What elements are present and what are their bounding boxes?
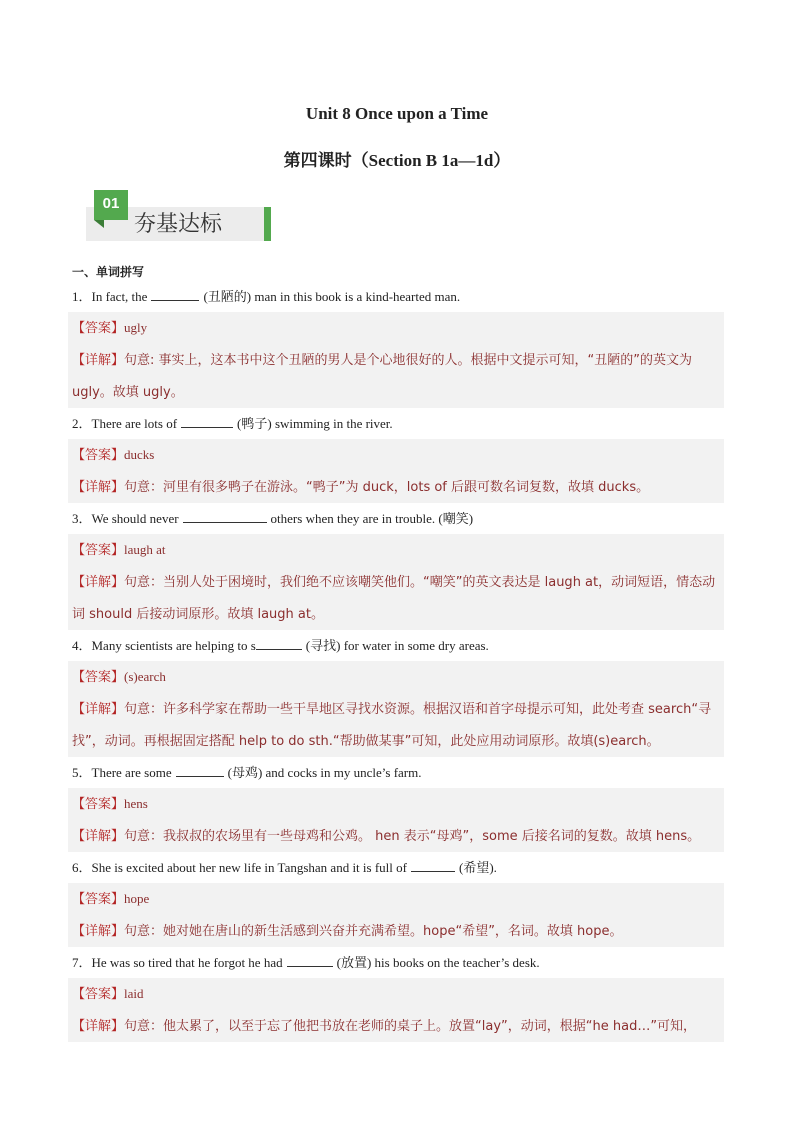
detail-text: 句意：许多科学家在帮助一些干旱地区寻找水资源。根据汉语和首字母提示可知，此处考查 search“寻找”，动词。再根据固定搭配 help to do sth.“帮助做某事”可知，此处应用动词原形。故填(s)earch。 xyxy=(72,702,712,749)
question-suffix: (母鸡) and cocks in my uncle’s farm. xyxy=(227,765,422,780)
answer-blank xyxy=(411,857,455,872)
question-item xyxy=(68,757,724,852)
section-heading: 一、单词拼写 xyxy=(72,265,145,279)
question-prefix: 3．We should never xyxy=(72,511,179,526)
answer-line xyxy=(72,534,720,566)
detail-label: 【详解】 xyxy=(72,702,125,717)
detail-text: 句意：她对她在唐山的新生活感到兴奋并充满希望。hope“希望”，名词。故填 hope。 xyxy=(124,924,623,939)
question-suffix: others when they are in trouble. (嘲笑) xyxy=(270,511,474,526)
detail-line xyxy=(72,693,720,757)
question-list xyxy=(68,281,724,1042)
answer-value: ugly xyxy=(124,320,148,335)
answer-line xyxy=(72,978,720,1010)
page-title: Unit 8 Once upon a Time xyxy=(305,104,489,123)
detail-text: 句意：我叔叔的农场里有一些母鸡和公鸡。 hen 表示“母鸡”，some 后接名词的复数。故填 hens。 xyxy=(124,829,701,844)
answer-box xyxy=(68,661,724,757)
answer-box xyxy=(68,439,724,503)
question-prefix: 4．Many scientists are helping to s xyxy=(72,638,256,653)
question-prefix: 5．There are some xyxy=(72,765,172,780)
answer-blank xyxy=(183,508,267,523)
detail-line xyxy=(72,566,720,630)
detail-line xyxy=(72,1010,720,1042)
answer-value: laugh at xyxy=(124,542,166,557)
question-item xyxy=(68,408,724,503)
answer-line xyxy=(72,883,720,915)
question-prefix: 7．He was so tired that he forgot he had xyxy=(72,955,283,970)
section-badge xyxy=(86,190,272,244)
answer-label: 【答案】 xyxy=(72,797,125,812)
detail-label: 【详解】 xyxy=(72,1019,125,1034)
answer-line xyxy=(72,788,720,820)
badge-title: 夯基达标 xyxy=(134,212,223,237)
question-suffix: (丑陋的) man in this book is a kind-hearted man. xyxy=(203,289,461,304)
answer-blank xyxy=(256,635,302,650)
question-suffix: (寻找) for water in some dry areas. xyxy=(305,638,489,653)
question-item xyxy=(68,281,724,408)
answer-box xyxy=(68,534,724,630)
detail-line xyxy=(72,344,720,408)
detail-line xyxy=(72,471,720,503)
answer-label: 【答案】 xyxy=(72,321,125,336)
detail-line xyxy=(72,820,720,852)
badge-number: 01 xyxy=(94,190,128,220)
question-item xyxy=(68,852,724,947)
question-item xyxy=(68,503,724,630)
detail-text: 句意: 事实上，这本书中这个丑陋的男人是个心地很好的人。根据中文提示可知，“丑陋的”的英文为 ugly。故填 ugly。 xyxy=(72,353,692,400)
question-prefix: 2．There are lots of xyxy=(72,416,178,431)
answer-value: hens xyxy=(124,796,148,811)
question-prefix: 1．In fact, the xyxy=(72,289,148,304)
answer-line xyxy=(72,661,720,693)
detail-label: 【详解】 xyxy=(72,353,125,368)
detail-label: 【详解】 xyxy=(72,829,125,844)
answer-box xyxy=(68,788,724,852)
answer-blank xyxy=(181,413,233,428)
answer-box xyxy=(68,312,724,408)
question-text xyxy=(68,630,724,661)
question-suffix: (鸭子) swimming in the river. xyxy=(237,416,393,431)
detail-label: 【详解】 xyxy=(72,575,125,590)
question-item xyxy=(68,630,724,757)
question-text xyxy=(68,281,724,312)
detail-text: 句意：他太累了，以至于忘了他把书放在老师的桌子上。放置“lay”，动词，根据“he had…”可知， xyxy=(124,1019,697,1034)
detail-text: 句意：当别人处于困境时，我们绝不应该嘲笑他们。“嘲笑”的英文表达是 laugh at，动词短语，情态动词 should 后接动词原形。故填 laugh at。 xyxy=(72,575,716,622)
detail-text: 句意：河里有很多鸭子在游泳。“鸭子”为 duck，lots of 后跟可数名词复数，故填 ducks。 xyxy=(124,480,650,495)
answer-line xyxy=(72,312,720,344)
answer-box xyxy=(68,978,724,1042)
detail-label: 【详解】 xyxy=(72,924,125,939)
answer-label: 【答案】 xyxy=(72,448,125,463)
answer-value: (s)earch xyxy=(124,669,166,684)
question-text xyxy=(68,503,724,534)
answer-label: 【答案】 xyxy=(72,543,125,558)
answer-line xyxy=(72,439,720,471)
answer-label: 【答案】 xyxy=(72,892,125,907)
detail-line xyxy=(72,915,720,947)
question-text xyxy=(68,757,724,788)
badge-accent-bar xyxy=(264,207,271,241)
answer-box xyxy=(68,883,724,947)
question-text xyxy=(68,408,724,439)
question-text xyxy=(68,947,724,978)
answer-label: 【答案】 xyxy=(72,987,125,1002)
answer-blank xyxy=(151,286,199,301)
page-subtitle: 第四课时（Section B 1a—1d） xyxy=(283,151,511,170)
answer-value: hope xyxy=(124,891,150,906)
question-suffix: (希望). xyxy=(458,860,497,875)
answer-value: laid xyxy=(124,986,144,1001)
answer-label: 【答案】 xyxy=(72,670,125,685)
question-suffix: (放置) his books on the teacher’s desk. xyxy=(336,955,540,970)
question-item xyxy=(68,947,724,1042)
question-text xyxy=(68,852,724,883)
question-prefix: 6．She is excited about her new life in Tangshan and it is full of xyxy=(72,860,407,875)
badge-fold-icon xyxy=(94,220,104,228)
answer-blank xyxy=(176,762,224,777)
answer-blank xyxy=(287,952,333,967)
detail-label: 【详解】 xyxy=(72,480,125,495)
answer-value: ducks xyxy=(124,447,155,462)
